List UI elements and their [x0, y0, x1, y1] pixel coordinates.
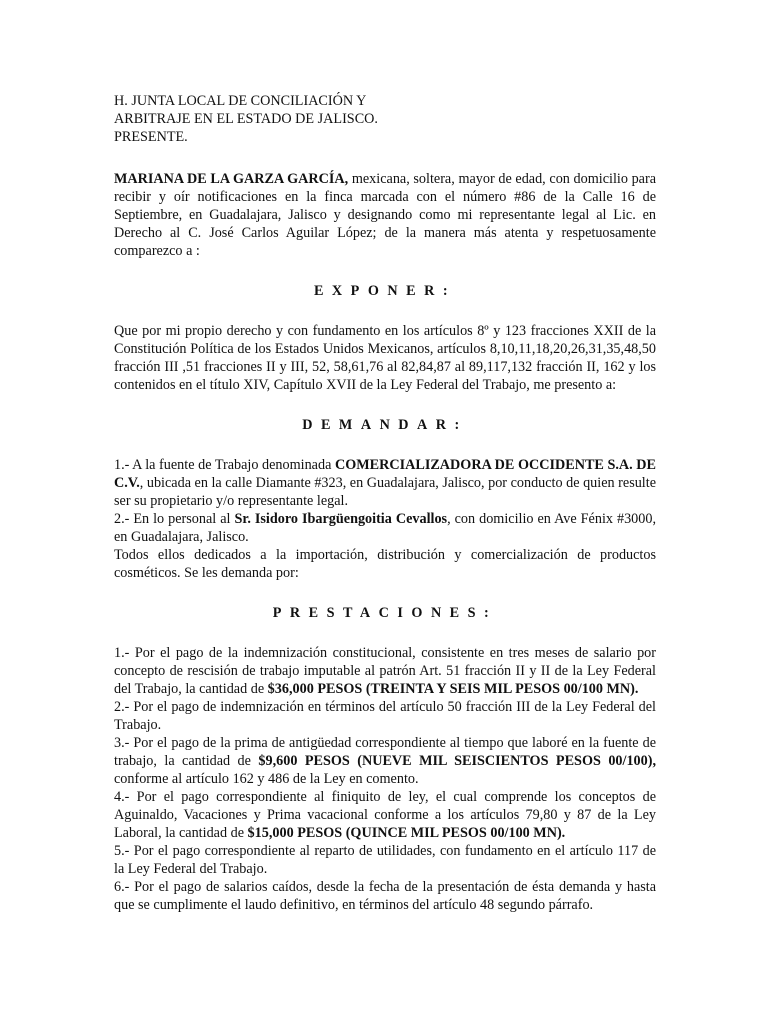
prestacion-item-4	[114, 788, 656, 842]
heading-prestaciones: PRESTACIONES:	[272, 605, 498, 621]
prestacion-item-1	[114, 644, 656, 698]
prestacion-item-6: 6.- Por el pago de salarios caídos, desde la fecha de la presentación de ésta demanda y hasta que se cumplimente el laudo definitivo, en términos del artículo 48 segundo párrafo.	[114, 879, 656, 913]
prestacion-4-amount: $15,000 PESOS (QUINCE MIL PESOS 00/100 MN).	[247, 825, 566, 841]
demandar-item-1-text-a: 1.- A la fuente de Trabajo denominada	[114, 457, 335, 473]
intro-text: mexicana, soltera, mayor de edad, con domicilio para recibir y oír notificaciones en la finca marcada con el número #86 de la Calle 16 de Septiembre, en Guadalajara, Jalisco y designando como mi representante legal al Lic. en Derecho al C. José Carlos Aguilar López; de la manera más atenta y respetuosamente comparezco a :	[114, 171, 656, 259]
prestacion-item-5: 5.- Por el pago correspondiente al reparto de utilidades, con fundamento en el artículo 117 de la Ley Federal del Trabajo.	[114, 843, 656, 877]
prestacion-1-text: 1.- Por el pago de la indemnización constitucional, consistente en tres meses de salario por concepto de rescisión de trabajo imputable al patrón Art. 51 fracción II y II de la Ley Federal del Trabajo, la cantidad de	[114, 645, 656, 697]
demandar-item-2	[114, 510, 656, 546]
demandar-item-1	[114, 456, 656, 510]
prestacion-item-2: 2.- Por el pago de indemnización en términos del artículo 50 fracción III de la Ley Federal del Trabajo.	[114, 699, 656, 733]
intro-paragraph	[114, 170, 656, 260]
addressee-line-2: ARBITRAJE EN EL ESTADO DE JALISCO.	[114, 111, 378, 127]
document-page	[114, 92, 656, 914]
demandar-closing: Todos ellos dedicados a la importación, distribución y comercialización de productos cosméticos. Se les demanda por:	[114, 547, 656, 581]
prestacion-3-amount: $9,600 PESOS (NUEVE MIL SEISCIENTOS PESOS 00/100),	[258, 753, 657, 769]
demandar-item-2-text-b: , con domicilio en Ave Fénix #3000, en Guadalajara, Jalisco.	[114, 511, 656, 545]
addressee-line-3: PRESENTE.	[114, 129, 188, 145]
prestacion-4-text: 4.- Por el pago correspondiente al finiquito de ley, el cual comprende los conceptos de Aguinaldo, Vacaciones y Prima vacacional conforme a los artículos 79,80 y 87 de la Ley Laboral, la cantidad de	[114, 789, 656, 841]
heading-exponer: EXPONER:	[313, 283, 457, 299]
heading-demandar: DEMANDAR:	[302, 417, 468, 433]
prestacion-3-text-a: 3.- Por el pago de la prima de antigüedad correspondiente al tiempo que laboré en la fuente de trabajo, la cantidad de	[114, 735, 656, 769]
demandar-section	[114, 456, 656, 582]
demandar-item-1-text-b: , ubicada en la calle Diamante #323, en Guadalajara, Jalisco, por conducto de quien resulte ser su propietario y/o representante legal.	[114, 475, 656, 509]
company-name: COMERCIALIZADORA DE OCCIDENTE S.A. DE C.V.	[114, 457, 656, 491]
prestacion-3-text-b: conforme al artículo 162 y 486 de la Ley en comento.	[114, 771, 419, 787]
addressee-block	[114, 92, 656, 146]
demandar-item-2-text-a: 2.- En lo personal al	[114, 511, 235, 527]
defendant-name: Sr. Isidoro Ibargüengoitia Cevallos	[234, 511, 448, 527]
exponer-paragraph: Que por mi propio derecho y con fundamento en los artículos 8º y 123 fracciones XXII de la Constitución Política de los Estados Unidos Mexicanos, artículos 8,10,11,18,20,26,31,35,48,50 fracción III ,51 fracciones II y III, 52, 58,61,76 al 82,84,87 al 89,117,132 fracción II, 162 y los contenidos en el título XIV, Capítulo XVII de la Ley Federal del Trabajo, me presento a:	[114, 323, 656, 393]
plaintiff-name: MARIANA DE LA GARZA GARCÍA,	[114, 171, 349, 187]
prestacion-1-amount: $36,000 PESOS (TREINTA Y SEIS MIL PESOS 00/100 MN).	[267, 681, 639, 697]
prestacion-item-3	[114, 734, 656, 788]
addressee-line-1: H. JUNTA LOCAL DE CONCILIACIÓN Y	[114, 93, 367, 109]
prestaciones-section	[114, 644, 656, 914]
